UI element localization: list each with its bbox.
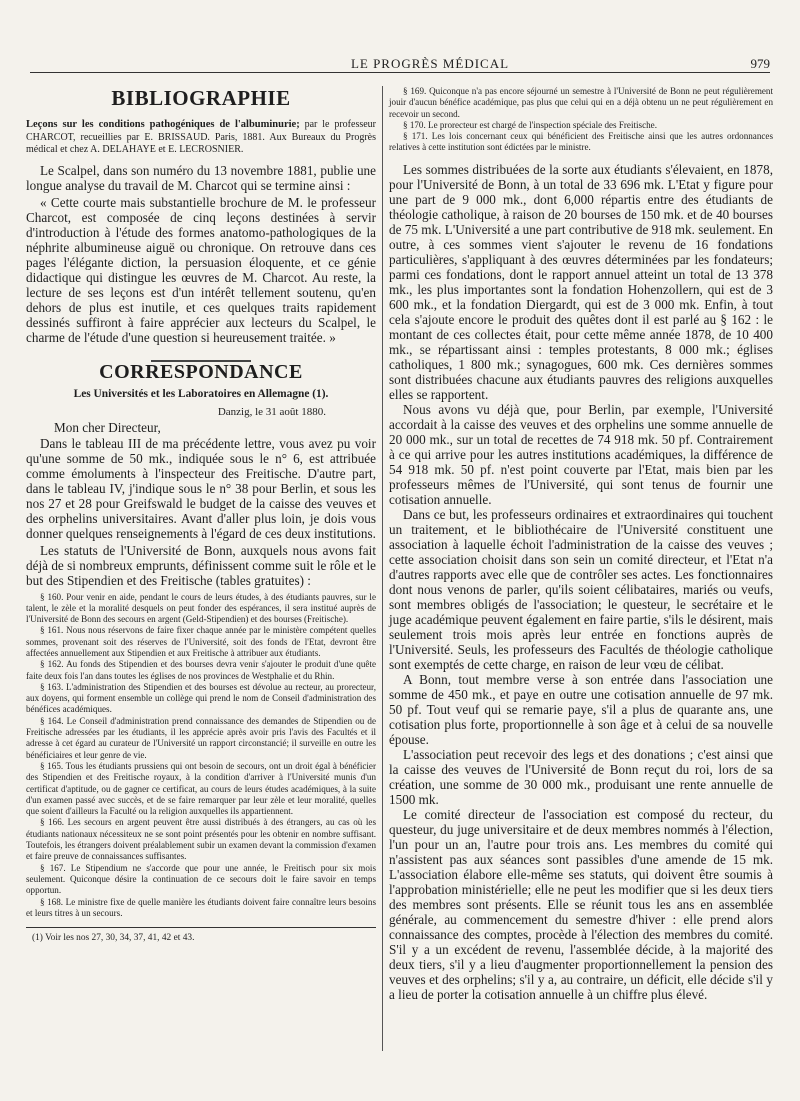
page-header xyxy=(30,56,770,73)
section-divider xyxy=(26,351,376,357)
bibliography-entry xyxy=(26,119,376,157)
right-statutes xyxy=(389,86,773,154)
letter-paragraph: L'association peut recevoir des legs et des donations ; c'est ainsi que la caisse des veuves de l'Université de Bonn reçut du roi, lors de sa création, une somme de 30 000 mk., produisant une rente annuelle de 1500 mk. xyxy=(389,746,773,807)
left-column xyxy=(26,86,376,943)
statute-article: § 160. Pour venir en aide, pendant le cours de leurs études, à des étudiants pauvres, sur le talent, le zèle et la moralité desquels on peut fonder des espérances, il sera institué auprès de l'Université de Bonn des secours en argent (Geld-Stipendien) et des bourses (Freitische). xyxy=(26,591,376,625)
page-number: 979 xyxy=(750,56,770,71)
letter-paragraph: Les statuts de l'Université de Bonn, auxquels nous avons fait déjà de si nombreux emprunts, définissent comme suit le rôle et le but des Stipendien et des Freitische (tables gratuites) : xyxy=(26,542,376,588)
letter-paragraph: Les sommes distribuées de la sorte aux étudiants s'élevaient, en 1878, pour l'Université de Bonn, à un total de 33 696 mk. L'Etat y figure pour une part de 9 000 mk., dont 6,000 répartis entre des étudiants de théologie catholique, à raison de 20 bourses de 150 mk. et de 40 bourses de 75 mk. L'Université a une part contributive de 918 mk. seulement. En outre, à ces sommes vient s'ajouter le revenu de 16 fondations particulières, s'appliquant à des œuvres déterminées par les fondateurs; parmi ces fondations, dont le rapport annuel atteint un total de 13 378 mk., les plus importantes sont la fondation Hohenzollern, qui est de 3 600 mk., et la fondation Diergardt, qui est de 3 000 mk. Enfin, à tout cela s'ajoute encore le produit des quêtes dont il est parlé au § 162 : le montant de ces collectes était, pour cette même année 1878, de 10 400 mk., se répartissant ainsi : temples protestants, 8 000 mk.; églises catholiques, 1 800 mk.; synagogues, 600 mk. Ces dernières sommes sont distribuées chacune aux étudiants pauvres des religions auxquelles elles se rapportent. xyxy=(389,161,773,402)
statute-article: § 167. Le Stipendium ne s'accorde que pour une année, le Freitisch pour six mois seulement. Quiconque désire la continuation de ce secours doit le faire savoir en temps opportun. xyxy=(26,862,376,896)
statute-article: § 163. L'administration des Stipendien et des bourses est dévolue au recteur, au prorecteur, aux doyens, qui forment ensemble un collège qui prend le nom de Conseil d'administration des bénéfices académiques. xyxy=(26,681,376,715)
letter-paragraph: Le comité directeur de l'association est composé du recteur, du questeur, du juge universitaire et de deux membres nommés à l'élection, l'un pour un an, l'autre pour trois ans. Les membres du comité qui n'assistent pas aux séances sont passibles d'une amende de 15 mk. L'association élabore elle-même ses statuts, qui doivent être soumis à l'approbation ministérielle; elle ne peut les modifier que si les deux tiers des membres sont présents. Elle se réunit tous les ans en assemblée générale, au commencement du semestre d'hiver : elle prend alors connaissance des comptes, procède à l'élection des membres du comité. S'il y a un excédent de revenu, l'assemblée décide, à la majorité des deux tiers, s'il y a lieu d'augmenter proportionnellement la pension des veuves et des orphelins; s'il y a, au contraire, un déficit, elle décide s'il y a lieu de porter la cotisation annuelle à un chiffre plus élevé. xyxy=(389,806,773,1002)
bibliography-entry-title: Leçons sur les conditions pathogéniques de l'albuminurie; xyxy=(26,119,300,130)
letter-paragraph: A Bonn, tout membre verse à son entrée dans l'association une somme de 450 mk., et paye en outre une cotisation annuelle de 97 mk. 50 pf. Tout veuf qui se remarie paye, s'il a plus de quarante ans, une cotisation plus forte, proportionnelle à son âge et à celui de sa nouvelle épouse. xyxy=(389,671,773,747)
statute-article: § 165. Tous les étudiants prussiens qui ont besoin de secours, ont un droit égal à bénéficier des Stipendien et des Freitische royaux, à la condition d'arriver à l'Université munis d'un certificat d'aptitude, ou de gagner ce certificat, au cours de leurs études académiques, à la suite d'un examen passé avec succès, et de se faire remarquer par leur zèle et leur moralité, quelles que soient d'ailleurs la Faculté ou la religion auxquelles ils appartiennent. xyxy=(26,760,376,817)
bibliography-entry-details: par le professeur CHARCOT, recueillies par E. BRISSAUD. Paris, 1881. Aux Bureaux du Progrès médical et chez A. DELAHAYE et E. LECROSNIER. xyxy=(26,119,377,155)
letter-paragraph: Dans le tableau III de ma précédente lettre, vous avez pu voir qu'une somme de 50 mk., indiquée sous le n° 6, est attribuée comme émoluments à l'inspecteur des Freitische. D'autre part, dans le tableau IV, j'indique sous le n° 38 pour Berlin, et sous les nos 27 et 28 pour Greifswald le budget de la caisse des veuves et des orphelins universitaires. Avant d'aller plus loin, je dois vous donner quelques renseignements à l'égard de ces deux institutions. xyxy=(26,435,376,541)
footnote-rule xyxy=(26,927,376,928)
bibliographie-title: BIBLIOGRAPHIE xyxy=(111,86,291,110)
statute-article: § 161. Nous nous réservons de faire fixer chaque année par le ministère compétent quelles sommes, provenant soit des réserves de l'Université, soit des fonds de l'Etat, devront être affectées annuellement aux Stipendien et aux Freitische à attribuer aux étudiants. xyxy=(26,625,376,658)
statute-article: § 169. Quiconque n'a pas encore séjourné un semestre à l'Université de Bonn ne peut régulièrement jouir d'aucun bénéfice académique, pas plus que celui qui en a déjà obtenu un ne peut régulièrement en recevoir un second. xyxy=(389,86,773,119)
bibliography-paragraph: Le Scalpel, dans son numéro du 13 novembre 1881, publie une longue analyse du travail de M. Charcot qui se termine ainsi : xyxy=(26,162,376,193)
column-rule xyxy=(382,86,383,1051)
correspondance-subtitle: Les Universités et les Laboratoires en Allemagne (1). xyxy=(73,387,329,400)
footnote: (1) Voir les nos 27, 30, 34, 37, 41, 42 et 43. xyxy=(32,933,195,944)
statute-article: § 171. Les lois concernant ceux qui bénéficient des Freitische ainsi que les autres ordonnances relatives à cette institution sont édictées par le ministre. xyxy=(389,131,773,153)
letter-paragraph: Dans ce but, les professeurs ordinaires et extraordinaires qui touchent un traitement, et le bibliothécaire de l'Université constituent une association à laquelle échoit l'administration de la caisse des veuves ; cette association choisit dans son sein un comité directeur, et l'Etat n'a d'autres rapports avec elle que de contrôler ses actes. Les fonctionnaires dont nous venons de parler, qu'ils soient célibataires, mariés ou veufs, sont membres obligés de l'association; le questeur, le secrétaire et le juge académique peuvent également en faire partie, s'ils le désirent, mais seulement trois mois après leur entrée en fonctions auprès de l'Université. Seuls, les professeurs des Facultés de théologie catholique sont exemptés de cette charge, en raison de leur vœu de célibat. xyxy=(389,506,773,672)
bibliography-quote: « Cette courte mais substantielle brochure de M. le professeur Charcot, est composée de cinq leçons destinées à servir d'introduction à l'étude des formes anatomo-pathologiques de la néphrite albumineuse aiguë ou chronique. On retrouve dans ces pages l'élégante diction, la persuasion éloquente, et ce génie didactique qui distingue les œuvres de M. Charcot. Au reste, la lecture de ses leçons est d'un intérêt tellement soutenu, qu'en dehors de plus est inutile, et ces quelques traits rapidement dessinés suffiront à faire apprécier aux lecteurs du Scalpel, le charme de l'étude d'une question si heureusement traitée. » xyxy=(26,194,376,345)
statute-article: § 162. Au fonds des Stipendien et des bourses devra venir s'ajouter le produit d'une quête faite deux fois l'an dans toutes les églises de nos provinces de Westphalie et du Rhin. xyxy=(26,659,376,681)
correspondance-title: CORRESPONDANCE xyxy=(99,360,303,383)
letter-paragraph: Nous avons vu déjà que, pour Berlin, par exemple, l'Université accordait à la caisse des veuves et des orphelins une somme annuelle de 20 000 mk., sur un total de recettes de 74 918 mk. 50 pf. Contrairement à ce qui arrive pour les autres institutions académiques, la différence de 54 918 mk. 50 pf. n'est point couverte par l'Etat, mais bien par les professeurs mêmes de l'Université, qui sont tenus de fournir une cotisation annuelle. xyxy=(389,401,773,507)
letter-dateline: Danzig, le 31 août 1880. xyxy=(217,405,326,418)
letter-salutation: Mon cher Directeur, xyxy=(54,419,161,435)
statute-article: § 164. Le Conseil d'administration prend connaissance des demandes de Stipendien ou de Freitische adressées par les étudiants, il les apprécie après avoir pris l'avis des Facultés et il adresse à cet égard au curateur de l'Université un rapport circonstancié; il surveille en outre les bénéficiaires et leur genre de vie. xyxy=(26,715,376,760)
statute-article: § 166. Les secours en argent peuvent être aussi distribués à des étrangers, au cas où les étudiants nationaux nécessiteux ne se sont point présentés pour les obtenir en nombre suffisant. Toutefois, les étrangers doivent préalablement subir un examen devant la commission d'examen et faire preuve de connaissances suffisantes. xyxy=(26,817,376,862)
right-column xyxy=(389,86,773,1002)
statute-article: § 168. Le ministre fixe de quelle manière les étudiants doivent faire connaître leurs besoins et leurs titres à un secours. xyxy=(26,896,376,918)
statute-article: § 170. Le prorecteur est chargé de l'inspection spéciale des Freitische. xyxy=(403,119,657,130)
running-title: LE PROGRÈS MÉDICAL xyxy=(350,56,510,71)
